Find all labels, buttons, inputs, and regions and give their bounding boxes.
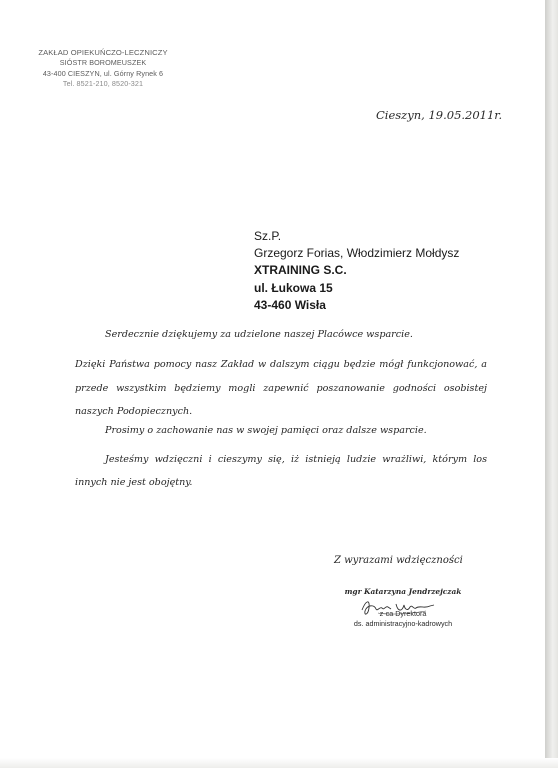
page-edge-shadow <box>545 0 558 768</box>
handwritten-signature <box>358 596 438 618</box>
body-paragraph-thanks: Serdecznie dziękujemy za udzielone naszej Placówce wsparcie. <box>105 329 413 340</box>
page-bottom-shadow <box>0 758 558 768</box>
letter-closing: Z wyrazami wdzięczności <box>334 555 463 566</box>
stamp-line-phone: Tel. 8521-210, 8520-321 <box>62 79 144 89</box>
recipient-company: XTRAINING S.C. <box>254 263 347 278</box>
signatory-name: mgr Katarzyna Jendrzejczak <box>344 587 462 596</box>
recipient-names: Grzegorz Forias, Włodzimierz Mołdysz <box>254 246 460 261</box>
stamp-line-order: SIÓSTR BOROMEUSZEK <box>59 58 147 68</box>
recipient-address <box>254 228 459 314</box>
signatory-role: z-ca Dyrektora <box>379 608 427 618</box>
letter-date: Cieszyn, 19.05.2011r. <box>376 108 503 122</box>
signatory-department: ds. administracyjno-kadrowych <box>353 618 453 628</box>
institution-stamp <box>33 48 173 90</box>
body-paragraph-help: Dzięki Państwa pomocy nasz Zakład w dalszym ciągu będzie mógł funkcjonować, a przede wszystkim będziemy mogli zapewnić poszanowanie godności osobistej naszych Podopiecznych. <box>75 359 487 417</box>
recipient-street: ul. Łukowa 15 <box>254 280 333 295</box>
recipient-city: 43-460 Wisła <box>254 297 326 312</box>
recipient-salutation: Sz.P. <box>254 229 282 243</box>
stamp-line-address: 43-400 CIESZYN, ul. Górny Rynek 6 <box>42 68 164 78</box>
body-paragraph-gratitude: Jesteśmy wdzięczni i cieszymy się, iż istnieją ludzie wrażliwi, którym los innych nie jest obojętny. <box>75 454 487 488</box>
body-paragraph-request: Prosimy o zachowanie nas w swojej pamięci oraz dalsze wsparcie. <box>105 425 427 436</box>
stamp-line-institution: ZAKŁAD OPIEKUŃCZO-LECZNICZY <box>38 48 168 57</box>
